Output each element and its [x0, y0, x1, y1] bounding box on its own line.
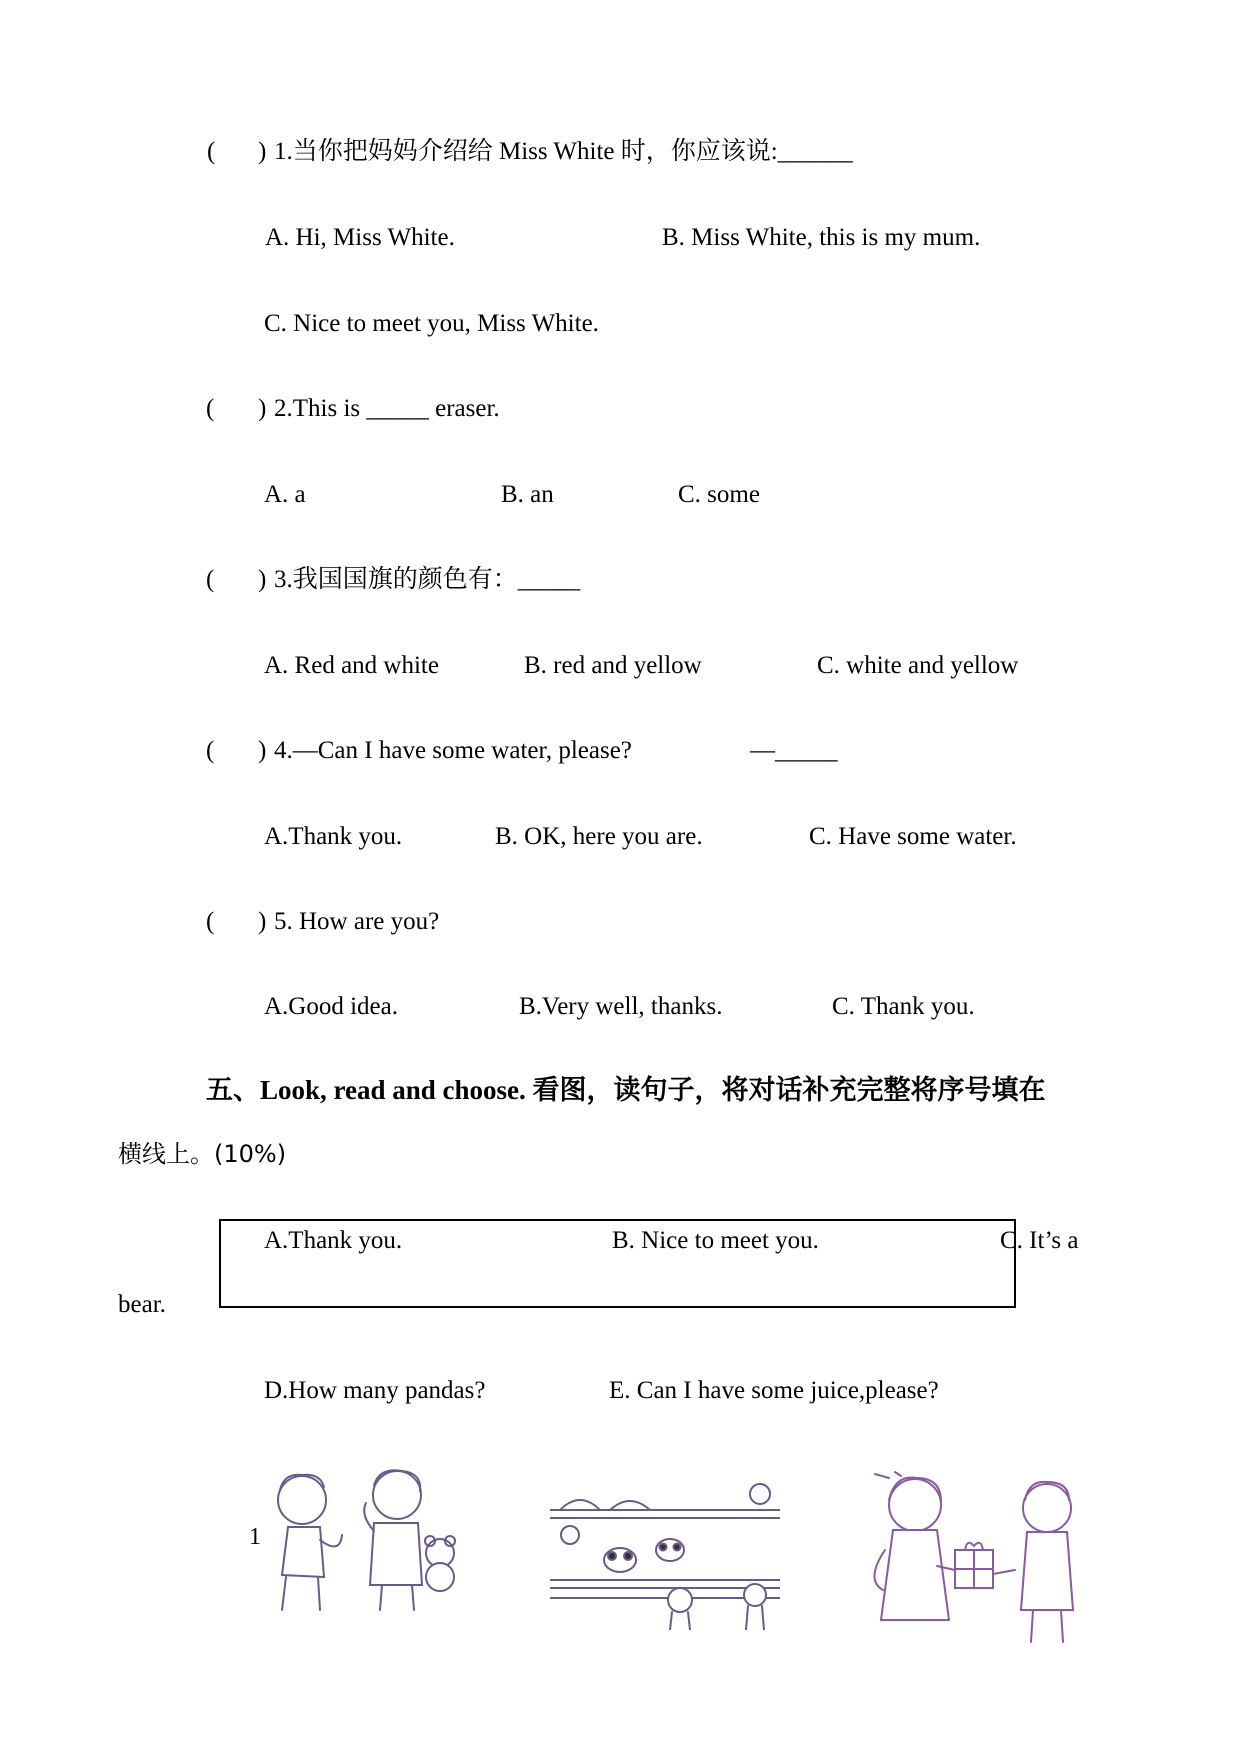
q1-option-b: B. Miss White, this is my mum.	[662, 224, 981, 251]
box-option-c: C. It’s a	[1000, 1227, 1079, 1254]
q4-stem: 4.—Can I have some water, please?	[274, 737, 632, 764]
q5-stem: 5. How are you?	[274, 908, 440, 935]
q3-paren-open: (	[206, 566, 215, 593]
q2-option-c: C. some	[678, 481, 760, 508]
q4-option-a: A.Thank you.	[264, 823, 403, 850]
q5-option-a: A.Good idea.	[264, 993, 398, 1020]
q3-stem: 3.我国国旗的颜色有：_____	[274, 566, 581, 593]
section5-heading: 五、Look, read and choose. 看图，读句子，将对话补充完整将序号填在	[206, 1075, 1046, 1105]
q5-paren-open: (	[206, 908, 215, 935]
q2-option-a: A. a	[264, 481, 306, 508]
option-e: E. Can I have some juice,please?	[609, 1377, 939, 1404]
picture-boy-and-girl-greeting	[262, 1465, 472, 1615]
q1-paren-open: (	[207, 138, 216, 165]
section5-heading-cont: 横线上。(10%)	[118, 1140, 287, 1168]
picture-number: 1	[249, 1524, 261, 1550]
q1-option-a: A. Hi, Miss White.	[265, 224, 455, 251]
box-option-b: B. Nice to meet you.	[612, 1227, 819, 1254]
q4-option-b: B. OK, here you are.	[495, 823, 703, 850]
q5-paren-close: )	[258, 908, 267, 935]
q2-paren-close: )	[258, 395, 267, 422]
q3-paren-close: )	[258, 566, 267, 593]
picture-girl-giving-gift	[855, 1470, 1100, 1645]
q1-paren-close: )	[258, 138, 267, 165]
option-d: D.How many pandas?	[264, 1377, 486, 1404]
picture-pandas-at-zoo	[550, 1480, 780, 1630]
q3-option-a: A. Red and white	[264, 652, 439, 679]
q4-answer-blank: —_____	[750, 737, 838, 764]
q5-option-b: B.Very well, thanks.	[519, 993, 723, 1020]
q3-option-b: B. red and yellow	[524, 652, 702, 679]
q2-paren-open: (	[206, 395, 215, 422]
q4-paren-open: (	[206, 737, 215, 764]
box-option-a: A.Thank you.	[264, 1227, 403, 1254]
q3-option-c: C. white and yellow	[817, 652, 1019, 679]
q1-stem: 1.当你把妈妈介绍给 Miss White 时，你应该说:______	[274, 138, 853, 165]
q2-stem: 2.This is _____ eraser.	[274, 395, 500, 422]
q2-option-b: B. an	[501, 481, 554, 508]
box-option-c-cont: bear.	[118, 1291, 166, 1318]
q4-option-c: C. Have some water.	[809, 823, 1017, 850]
q1-option-c: C. Nice to meet you, Miss White.	[264, 310, 599, 337]
q5-option-c: C. Thank you.	[832, 993, 975, 1020]
q4-paren-close: )	[258, 737, 267, 764]
